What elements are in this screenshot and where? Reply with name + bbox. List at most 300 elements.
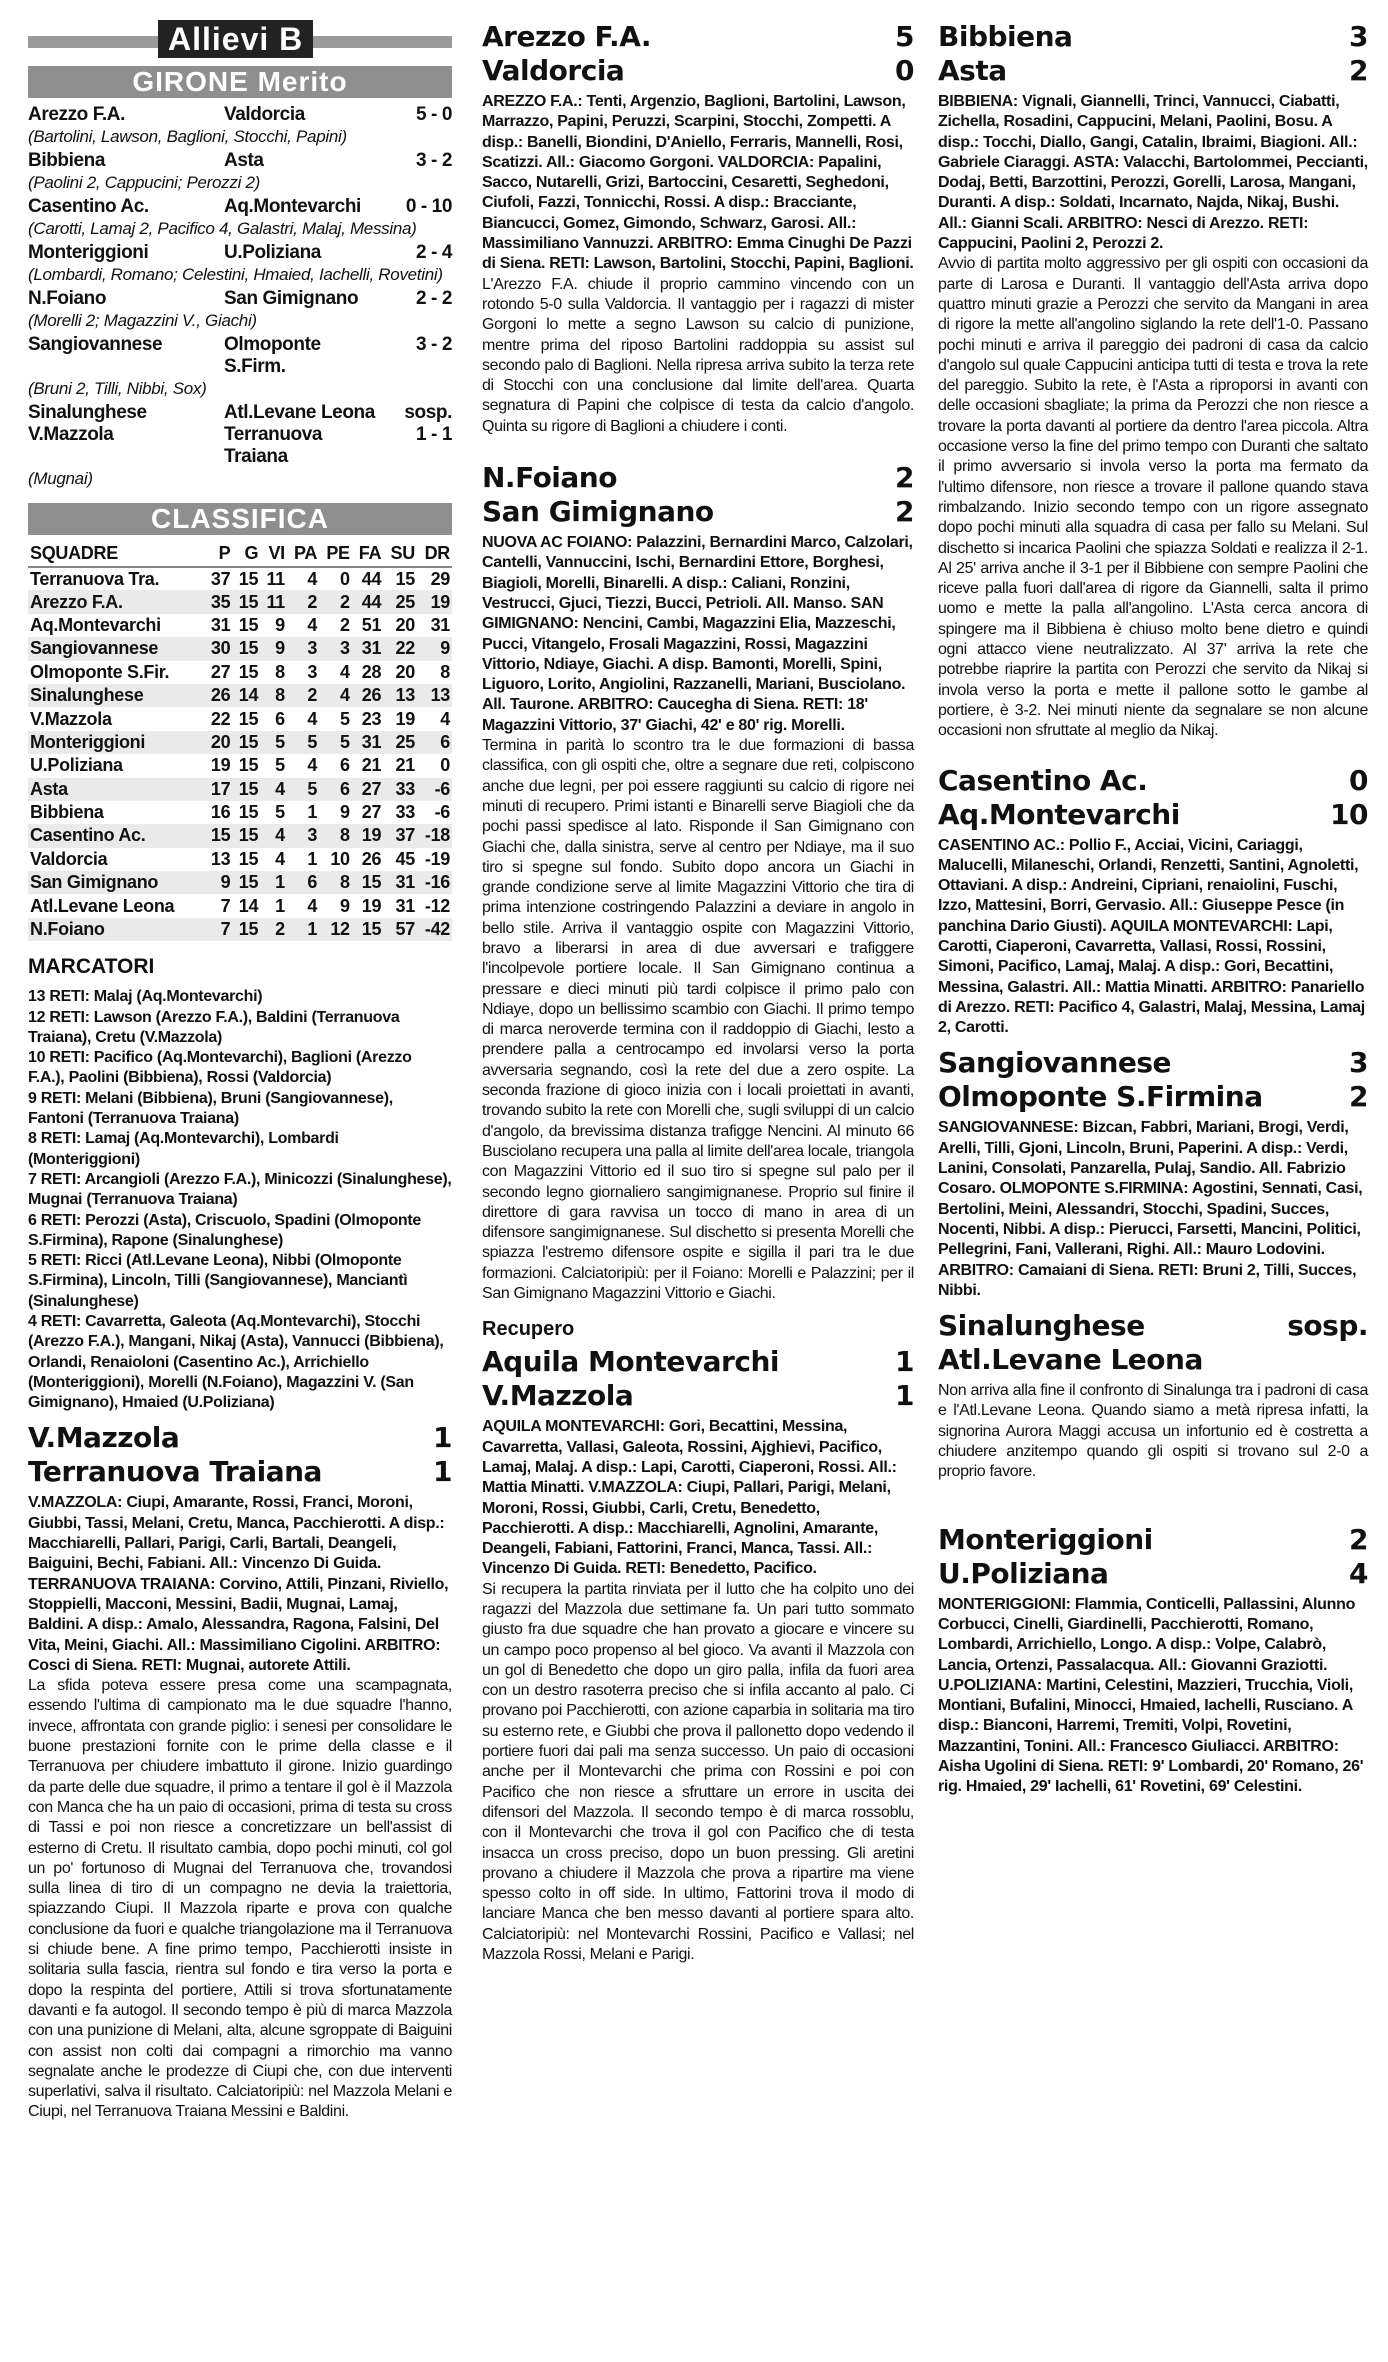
lineup: BIBBIENA: Vignali, Giannelli, Trinci, Vannucci, Ciabatti, Zichella, Rosadini, Cappucini, Melani, Paolini, Bosu. A disp.: Tocchi, Diallo, Gangi, Catalin, Ibraimi, Biagioni. All.: Gabriele Ciaraggi. ASTA: Valacchi, Bartolommei, Peccianti, Dodaj, Betti, Barzottini, Perozzi, Gorelli, Larosa, Mangani, Duranti. A disp.: Soldati, Incarnato, Najda, Nikaj, Bushi. All.: Gianni Scali. ARBITRO: Nesci di Arezzo. RETI: Cappucini, Paolini 2, Perozzi 2. (938, 93, 1368, 253)
stat-cell: 44 (361, 568, 382, 589)
table-row (28, 824, 452, 847)
home-team: Sinalunghese (938, 1309, 1145, 1343)
stat-cell: 2 (287, 590, 319, 613)
stat-cell: 19 (361, 895, 382, 916)
home-score: 1 (895, 1345, 914, 1379)
stat-cell: 20 (395, 614, 415, 635)
home-team: Arezzo F.A. (482, 20, 652, 53)
stat-cell: 0 (340, 568, 350, 589)
result-scorers: (Morelli 2; Magazzini V., Giachi) (28, 311, 257, 330)
result-home: Arezzo F.A. (28, 104, 125, 125)
stat-cell: 31 (210, 614, 231, 635)
match-away-line (938, 1080, 1368, 1114)
stat-cell: 23 (361, 708, 382, 729)
stat-cell: 6 (275, 708, 285, 729)
stat-cell: 1 (275, 895, 285, 916)
stat-cell: 27 (210, 661, 231, 682)
stat-cell: 9 (340, 895, 350, 916)
stat-cell: 31 (395, 895, 415, 916)
away-score: 2 (1349, 54, 1368, 87)
stat-cell: 15 (204, 824, 232, 847)
stat-cell: 4 (307, 895, 318, 916)
scorer-line: 12 RETI: Lawson (Arezzo F.A.), Baldini (Terranuova Traiana), Cretu (V.Mazzola) (28, 1008, 400, 1046)
result-away: U.Poliziana (224, 242, 321, 263)
stat-cell: 13 (210, 848, 231, 869)
team-name-cell: Arezzo F.A. (28, 590, 204, 613)
away-team: San Gimignano (482, 495, 714, 529)
team-name-cell: San Gimignano (28, 871, 204, 894)
result-away: Olmoponte S.Firm. (224, 334, 321, 377)
stat-cell: 27 (352, 778, 383, 801)
page-title: Allievi B (158, 20, 313, 58)
scorers-list (28, 987, 452, 1413)
match-sinalunghese (938, 1309, 1368, 1482)
match-home-line (938, 1046, 1368, 1080)
stat-cell: 3 (319, 637, 352, 660)
result-scorers: (Lombardi, Romano; Celestini, Hmaied, Iachelli, Rovetini) (28, 265, 443, 284)
table-row (28, 918, 452, 941)
match-home-line (938, 20, 1368, 54)
table-row (28, 754, 452, 777)
column-right (938, 20, 1368, 1798)
home-score: 2 (895, 461, 914, 495)
scorer-line: 10 RETI: Pacifico (Aq.Montevarchi), Baglioni (Arezzo F.A.), Paolini (Bibbiena), Rossi (Valdorcia) (28, 1049, 412, 1087)
stat-cell: 5 (260, 731, 287, 754)
article-text: La sfida poteva essere presa come una scampagnata, essendo l'ultima di campionato ma le due squadre l'hanno, invece, affrontata con grande piglio: i senesi per consolidare le buone prestazioni fornite con le prime della classe e il Terranuova per chiudere imbattuto il girone. Inizio guardingo da parte delle due squadre, il primo a tentare il gol è il Mazzola con Manca che ha un paio di occasioni, prima di testa su cross di Tassi e poi non riesce a concretizzare un bell'assist di esterno di Cretu. Il risultato cambia, dopo pochi minuti, col gol un po' fortunoso di Mugnai del Terranuova che, trovandosi sulla linea di tiro di un compagno ne devia la traiettoria, spiazzando Ciupi. Il Mazzola riparte e prova con qualche conclusione da fuori e qualche triangolazione ma il Terranuova si chiude bene. A fine primo tempo, Pacchierotti insiste in solitaria sulla fascia, rientra sul fondo e tira verso la porta e dopo la respinta del portiere, Attili si trova sfortunatamente davanti e fa autogol. Il secondo tempo è più di marca Mazzola con una punizione di Melani, alta, alcune sgroppate di Baiguini con assist non colti dai compagni a rimorchio ma vanno segnalate anche le prodezze di Ciupi che, con due interventi superlativi, salva il risultato. Calciatoripiù: nel Mazzola Melani e Ciupi, nel Terranuova Traiana Messini e Baldini. (28, 1677, 452, 2121)
result-score: 1 - 1 (415, 424, 452, 445)
stat-cell: 17 (204, 778, 232, 801)
result-line (28, 242, 452, 264)
stat-cell: 14 (232, 684, 260, 707)
team-name-cell: Sinalunghese (28, 684, 204, 707)
table-row (28, 707, 452, 730)
away-team: Aq.Montevarchi (938, 797, 1180, 831)
away-score (1288, 1343, 1368, 1377)
team-name-cell: Asta (28, 778, 204, 801)
stat-cell: 19 (395, 708, 415, 729)
column-header: G (232, 541, 260, 567)
stat-cell: 13 (417, 684, 452, 707)
stat-cell: 9 (340, 802, 350, 823)
scorer-line: 7 RETI: Arcangioli (Arezzo F.A.), Minicozzi (Sinalunghese), Mugnai (Terranuova Traiana) (28, 1170, 452, 1209)
match-casentino (938, 764, 1368, 1039)
team-name-cell: U.Poliziana (30, 755, 123, 776)
table-row (28, 637, 452, 660)
table-row (28, 684, 452, 707)
home-score: 1 (433, 1421, 452, 1455)
stat-cell: 3 (287, 824, 319, 847)
stat-cell: 8 (319, 824, 352, 847)
stat-cell: 15 (395, 568, 415, 589)
stat-cell: 31 (352, 731, 383, 754)
stat-cell: 15 (232, 778, 260, 801)
stat-cell: 15 (232, 590, 260, 613)
classifica-title: CLASSIFICA (28, 503, 452, 535)
stat-cell: 25 (383, 590, 417, 613)
result-score: 0 - 10 (405, 196, 452, 217)
match-away-line (482, 54, 914, 88)
stat-cell: 1 (307, 802, 318, 823)
table-row (28, 567, 452, 590)
stat-cell: 37 (383, 824, 417, 847)
stat-cell: 51 (361, 614, 382, 635)
column-header: FA (352, 541, 383, 567)
table-row (28, 894, 452, 917)
team-name-cell: Casentino Ac. (28, 824, 204, 847)
table-row (28, 848, 452, 871)
standings-table (28, 541, 452, 941)
stat-cell: 15 (238, 848, 259, 869)
away-team: Asta (938, 54, 1007, 87)
team-name-cell: Monteriggioni (28, 731, 204, 754)
stat-cell: -18 (417, 824, 452, 847)
standings-body (28, 567, 452, 941)
away-score: 2 (895, 495, 914, 529)
scorer-line: 8 RETI: Lamaj (Aq.Montevarchi), Lombardi (Monteriggioni) (28, 1130, 339, 1168)
stat-cell: 15 (238, 614, 259, 635)
stat-cell: 6 (417, 731, 452, 754)
stat-cell: 33 (383, 778, 417, 801)
home-team: Aquila Montevarchi (482, 1345, 779, 1379)
stat-cell: -6 (434, 802, 450, 823)
stat-cell: 31 (383, 871, 417, 894)
home-score: 0 (1349, 763, 1368, 797)
article-text: Non arriva alla fine il confronto di Sinalunga tra i padroni di casa e l'Atl.Levane Leona. Quando siamo a metà ripresa infatti, la signorina Aurora Maggi accusa un infortunio ed è costretta a chiudere anzitempo quando gli ospiti si trovano sul 2-0 a proprio favore. (938, 1382, 1368, 1481)
column-header: PE (319, 541, 352, 567)
scorer-line: 6 RETI: Perozzi (Asta), Criscuolo, Spadini (Olmoponte S.Firmina), Rapone (Sinalunghese) (28, 1211, 422, 1249)
stat-cell: 2 (319, 590, 352, 613)
result-home: Casentino Ac. (28, 196, 149, 217)
match-home-line (938, 1523, 1368, 1557)
home-score: 5 (895, 20, 914, 53)
stat-cell: 4 (307, 755, 318, 776)
stat-cell: 15 (232, 731, 260, 754)
stat-cell: 15 (238, 708, 259, 729)
table-row (28, 801, 452, 824)
stat-cell: 2 (260, 918, 287, 941)
lineup: NUOVA AC FOIANO: Palazzini, Bernardini Marco, Calzolari, Cantelli, Vannuccini, Ischi, Bernardini Ettore, Borghesi, Biagioli, Morelli, Binarelli. A disp.: Caliani, Ronzini, Vestrucci, Gjuci, Tiezzi, Bucci, Petrioli. All. Manso. SAN GIMIGNANO: Nencini, Cambi, Magazzini Elia, Mazzeschi, Pucci, Vitangelo, Frosali Magazzini, Rossi, Magazzini Vittorio, Ndiaye, Giachi. A disp. Bamonti, Morelli, Spini, Liguoro, Lorito, Angiolini, Razzanelli, Mariani, Busciolano. All. Taurone. ARBITRO: Caucegha di Siena. RETI: 18' Magazzini Vittorio, 37' Giachi, 42' e 80' rig. Morelli. (482, 534, 913, 734)
result-scorers: (Mugnai) (28, 469, 93, 488)
stat-cell: 26 (361, 848, 382, 869)
stat-cell: 7 (204, 918, 232, 941)
result-home: Sangiovannese (28, 334, 163, 355)
home-team: Casentino Ac. (938, 763, 1148, 797)
result-home: N.Foiano (28, 288, 107, 309)
stat-cell: -16 (417, 871, 452, 894)
scorer-line: 4 RETI: Cavarretta, Galeota (Aq.Montevarchi), Stocchi (Arezzo F.A.), Mangani, Nikaj (Asta), Vannucci (Bibbiena), Orlandi, Renaioloni (Casentino Ac.), Arrichiello (Monteriggioni), Morelli (N.Foiano), Magazzini V. (San Gimignano), Hmaied (U.Poliziana) (28, 1313, 444, 1412)
stat-cell: 8 (440, 661, 450, 682)
result-score: 3 - 2 (415, 334, 452, 355)
result-home: Bibbiena (28, 150, 106, 171)
away-score: 1 (433, 1455, 452, 1489)
table-row (28, 614, 452, 637)
result-home: V.Mazzola (28, 424, 114, 445)
team-name-cell: Olmoponte S.Fir. (30, 661, 170, 682)
team-name-cell: Valdorcia (30, 848, 108, 869)
stat-cell: -6 (417, 778, 452, 801)
stat-cell: 15 (232, 637, 260, 660)
match-home-line (482, 461, 914, 495)
away-team: V.Mazzola (482, 1379, 634, 1413)
stat-cell: 4 (260, 778, 287, 801)
away-team: Olmoponte S.Firmina (938, 1080, 1263, 1114)
scorer-line: 13 RETI: Malaj (Aq.Montevarchi) (28, 988, 263, 1006)
stat-cell: 8 (319, 871, 352, 894)
stat-cell: 44 (352, 590, 383, 613)
match-recupero (482, 1345, 914, 1965)
stat-cell: 37 (210, 568, 231, 589)
home-team: Monteriggioni (938, 1522, 1153, 1556)
match-away-line (938, 1557, 1368, 1591)
article-text: Si recupera la partita rinviata per il lutto che ha colpito uno dei ragazzi del Mazzola due settimane fa. Un pari tutto sommato giusto fra due squadre che han provato a giocare e vincere su un campo poco propenso al bel gioco. Va avanti il Mazzola con un gol di Benedetto che dopo un giro palla, infila da fuori area con un destro rasoterra preciso che si infila accanto al palo. Ci provano poi Pacchierotti, con azione caparbia in solitaria ma tiro su esterno rete, e Giubbi che prova il pallonetto dopo vedendo il portiere fuori dai pali ma senza successo. Un paio di occasioni anche per il Montevarchi che prima con Rossini e poi con Pacifico che non riesce a sfruttare un errore in uscita dei difensori del Mazzola. Il secondo tempo è di marca rossoblu, con il Montevarchi che trova il gol con Pacifico che di testa insacca un cross preciso, dopo un buon pressing. Gli aretini provano a chiudere il Mazzola che prova a ripartire ma viene spesso colto in off side. In ultimo, Fattorini trova il modo di lanciare Manca che ben messo davanti al portiere spara alto. Calciatoripiù: nel Montevarchi Rossini, Pacifico e Vallasi; nel Mazzola Rossi, Melani e Parigi. (482, 1580, 914, 1964)
table-row (28, 871, 452, 894)
result-score: 2 - 4 (415, 242, 452, 263)
match-home-line (482, 1345, 914, 1379)
stat-cell: 21 (361, 755, 382, 776)
result-line (28, 424, 452, 468)
stat-cell: 45 (395, 848, 415, 869)
stat-cell: 1 (260, 871, 287, 894)
result-line (28, 288, 452, 310)
lineup: MONTERIGGIONI: Flammia, Conticelli, Pallassini, Alunno Corbucci, Cinelli, Giardinelli, Pacchierotti, Romano, Lombardi, Arrichiello, Longo. A disp.: Volpe, Calabrò, Lancia, Ortenzi, Passalacqua. All.: Giovanni Graziotti. U.POLIZIANA: Martini, Celestini, Mazzieri, Trucchia, Violi, Montiani, Bufalini, Minocci, Hmaied, Iachelli, Rusciano. A disp.: Bianconi, Harremi, Tremiti, Volpi, Rovetini, Mazzantini, Tonini. All.: Francesco Giuliacci. ARBITRO: Aisha Ugolini di Siena. RETI: 9' Lombardi, 20' Romano, 26' rig. Hmaied, 29' Iachelli, 61' Rovetini, 69' Celestini. (938, 1595, 1364, 1796)
section-header (28, 20, 452, 58)
stat-cell: 19 (417, 590, 452, 613)
stat-cell: 25 (383, 731, 417, 754)
home-score: sosp. (1287, 1309, 1368, 1343)
stat-cell: 20 (395, 661, 415, 682)
result-away: Terranuova Traiana (224, 424, 323, 467)
stat-cell: 1 (287, 918, 319, 941)
home-team: Bibbiena (938, 20, 1073, 53)
stat-cell: 31 (352, 637, 383, 660)
stat-cell: 31 (430, 614, 450, 635)
stat-cell: 2 (340, 614, 350, 635)
stat-cell: 15 (238, 568, 259, 589)
stat-cell: 11 (260, 590, 287, 613)
stat-cell: 15 (232, 918, 260, 941)
stat-cell: 5 (275, 802, 285, 823)
stat-cell: 11 (266, 568, 285, 589)
away-score: 1 (895, 1379, 914, 1413)
stat-cell: -12 (424, 895, 450, 916)
column-header: PA (287, 541, 319, 567)
stat-cell: 28 (361, 661, 382, 682)
column-header: SU (383, 541, 417, 567)
stat-cell: 27 (361, 802, 382, 823)
match-vmazzola (28, 1421, 452, 2122)
stat-cell: 15 (352, 871, 383, 894)
results-list (28, 104, 452, 489)
result-score: 5 - 0 (415, 104, 452, 125)
match-away-line (482, 495, 914, 529)
result-line (28, 196, 452, 218)
stat-cell: 16 (210, 802, 231, 823)
stat-cell: 3 (307, 661, 318, 682)
table-row (28, 731, 452, 754)
stat-cell: 22 (383, 637, 417, 660)
column-header: DR (417, 541, 452, 567)
stat-cell: 15 (238, 661, 259, 682)
match-away-line (28, 1455, 452, 1489)
result-scorers: (Bartolini, Lawson, Baglioni, Stocchi, Papini) (28, 127, 347, 146)
article-text: L'Arezzo F.A. chiude il proprio cammino vincendo con un rotondo 5-0 sulla Valdorcia. Il vantaggio per i ragazzi di mister Gorgoni lo mette a segno Lawson su calcio di punizione, mentre prima del riposo Bartolini raddoppia su assist sul secondo palo di Baglioni. Nella ripresa arriva subito la terza rete di Stocchi con una conclusione dal limite dell'area. Quarta segnatura di Papini che colpisce di testa da calcio d'angolo. Quinta su rigore di Baglioni a chiudere i conti. (482, 275, 914, 435)
match-away-line (938, 54, 1368, 88)
stat-cell: 8 (275, 661, 285, 682)
home-score: 3 (1349, 20, 1368, 53)
match-away-line (938, 1343, 1368, 1377)
result-line (28, 334, 452, 378)
match-bibbiena (938, 20, 1368, 742)
team-name-cell: Sangiovannese (28, 637, 204, 660)
stat-cell: 21 (395, 755, 415, 776)
lineup: V.MAZZOLA: Ciupi, Amarante, Rossi, Franci, Moroni, Giubbi, Tassi, Melani, Cretu, Manca, Pacchierotti. A disp.: Macchiarelli, Pallari, Parigi, Carli, Bartali, Deangeli, Baiguini, Bechi, Fabiani. All.: Vincenzo Di Guida. TERRANUOVA TRAIANA: Corvino, Attili, Pinzani, Riviello, Stoppielli, Macconi, Messini, Badii, Mugnai, Lamaj, Baldini. A disp.: Amalo, Alessandra, Ragona, Falsini, Del Vita, Meini, Giachi. All.: Massimiliano Cigolini. ARBITRO: Cosci di Siena. RETI: Mugnai, autorete Attili. (28, 1494, 449, 1674)
standings-header (28, 541, 452, 567)
stat-cell: -42 (417, 918, 452, 941)
result-score: 3 - 2 (415, 150, 452, 171)
lineup: AREZZO F.A.: Tenti, Argenzio, Baglioni, Bartolini, Lawson, Marrazzo, Papini, Peruzzi, Scarpini, Stocchi, Zompetti. A disp.: Banelli, Biondini, D'Aniello, Ferraris, Mannelli, Rosi, Scatizzi. All.: Giacomo Gorgoni. VALDORCIA: Papalini, Sacco, Nutarelli, Grizi, Bartoccini, Cesaretti, Seghedoni, Ciufoli, Fazzi, Tonnicchi, Rossi. A disp.: Bracciante, Biancucci, Gomez, Gimondo, Schwarz, Garosi. All.: Massimiliano Vannuzzi. ARBITRO: Emma Cinughi De Pazzi di Siena. RETI: Lawson, Bartolini, Stocchi, Papini, Baglioni. (482, 93, 914, 273)
marcatori-title: MARCATORI (28, 955, 155, 979)
stat-cell: 14 (238, 895, 259, 916)
result-away: Aq.Montevarchi (224, 196, 361, 217)
stat-cell: 5 (319, 731, 352, 754)
home-score: 2 (1349, 1522, 1368, 1556)
result-away: Atl.Levane Leona (224, 402, 375, 423)
recupero-label: Recupero (482, 1318, 575, 1341)
team-name-cell: Bibbiena (30, 802, 104, 823)
stat-cell: 1 (307, 848, 318, 869)
stat-cell: 7 (220, 895, 231, 916)
result-scorers: (Carotti, Lamaj 2, Pacifico 4, Galastri, Malaj, Messina) (28, 219, 417, 238)
girone-title: GIRONE Merito (28, 66, 452, 98)
stat-cell: 19 (210, 755, 231, 776)
stat-cell: 9 (260, 637, 287, 660)
stat-cell: 4 (275, 848, 285, 869)
result-line (28, 150, 452, 172)
stat-cell: 6 (287, 871, 319, 894)
team-name-cell: V.Mazzola (30, 708, 112, 729)
result-scorers: (Bruni 2, Tilli, Nibbi, Sox) (28, 379, 207, 398)
away-score: 4 (1349, 1556, 1368, 1590)
stat-cell: 5 (287, 778, 319, 801)
team-name-cell: Aq.Montevarchi (30, 614, 161, 635)
stat-cell: 5 (287, 731, 319, 754)
result-scorers: (Paolini 2, Cappucini; Perozzi 2) (28, 173, 260, 192)
lineup: SANGIOVANNESE: Bizcan, Fabbri, Mariani, Brogi, Verdi, Arelli, Tilli, Gjoni, Lincoln, Bruni, Paperini. A disp.: Verdi, Lanini, Consolati, Panzarella, Pulaj, Sandio. All. Fabrizio Cosaro. OLMOPONTE S.FIRMINA: Agostini, Sennati, Casi, Bertolini, Meini, Alessandri, Stocchi, Spadini, Succes, Nocenti, Nibbi. A disp.: Pierucci, Farsetti, Mancini, Politici, Pellegrini, Fani, Vallerani, Righi. All.: Mauro Lodovini. ARBITRO: Camaiani di Siena. RETI: Bruni 2, Tilli, Succes, Nibbi. (938, 1119, 1363, 1299)
stat-cell: 5 (275, 755, 285, 776)
away-score: 10 (1330, 797, 1368, 831)
match-monteriggioni (938, 1523, 1368, 1798)
article-text: Avvio di partita molto aggressivo per gli ospiti con occasioni da parte di Larosa e Duranti. Il vantaggio dell'Asta arriva dopo quattro minuti grazie a Perozzi che servito da Mangani in area di rigore la mette all'angolino siglando la rete dell'1-0. Passano pochi minuti e arriva il pareggio dei padroni di casa da calcio d'angolo sul quale Cappucini anticipa tutti di testa e trova la rete del pareggio. Subito la rete, è l'Asta a riproporsi in avanti con delle occasioni sbagliate; la prima da Perozzi che non riesce a trovare la porta davanti al portiere da dentro l'area piccola. Altra occasione verso la fine del primo tempo con Duranti che saltato il primo avversario si invola verso la porta ma fermato da l'ultimo difensore, non riesce a trovare il pallone quando stava rimbalzando. Inizio secondo tempo con un rigore assegnato dopo pochi minuti alla squadra di casa per fallo su Melani. Sul dischetto si incarica Paolini che spiazza Soldati e realizza il 2-1. Al 25' arriva anche il 3-1 per il Bibbiene con sempre Paolini che riceve palla fuori dall'area di rigore da Giannelli, salta il primo uomo e mette la palla all'angolino. L'Asta cerca ancora di spingere ma il Bibbiena è chiuso molto bene dietro e quindi ogni attacco viene neutralizzato. Al 37' arriva la rete che potrebbe riaprire la partita con Perozzi che servito da Nikaj si invola verso la porta e mette il pallone sotto le gambe al portiere, è 3-2. Nei minuti niente da segnalare se non alcune occasioni non sfruttate al meglio da Nikaj. (938, 255, 1368, 740)
home-team: N.Foiano (482, 461, 617, 495)
stat-cell: 15 (238, 755, 259, 776)
away-team: Atl.Levane Leona (938, 1343, 1203, 1377)
away-team: U.Poliziana (938, 1556, 1109, 1590)
stat-cell: 30 (204, 637, 232, 660)
column-middle (482, 20, 914, 1965)
stat-cell: 9 (204, 871, 232, 894)
stat-cell: -19 (424, 848, 450, 869)
match-sangiovannese (938, 1046, 1368, 1301)
result-away: San Gimignano (224, 288, 359, 309)
stat-cell: 4 (307, 708, 318, 729)
stat-cell: 26 (204, 684, 232, 707)
column-left (28, 20, 452, 2123)
team-name-cell: Atl.Levane Leona (30, 895, 175, 916)
stat-cell: 15 (238, 802, 259, 823)
result-away: Valdorcia (224, 104, 305, 125)
home-team: Sangiovannese (938, 1046, 1172, 1080)
stat-cell: 10 (330, 848, 350, 869)
stat-cell: 22 (210, 708, 231, 729)
stat-cell: 3 (287, 637, 319, 660)
match-foiano (482, 461, 914, 1304)
stat-cell: 4 (440, 708, 450, 729)
match-home-line (482, 20, 914, 54)
stat-cell: 0 (440, 755, 450, 776)
match-home-line (938, 1309, 1368, 1343)
article-text: Termina in parità lo scontro tra le due formazioni di bassa classifica, con gli ospiti che, oltre a segnare due reti, colpiscono anche due legni, per poi essere raggiunti su calcio di rigore nei minuti di recupero. Primi istanti e Binarelli serve Biagioli che da pochi passi spedisce al lato. Risponde il San Gimignano con Giachi che, dalla sinistra, serve al centro per Ndiaye, ma il suo tiro si spegne sul fondo. Subito dopo ancora un Giachi in grande condizione serve al limite Magazzini Vittorio che tira di prima intenzione costringendo Palazzini a deviare in angolo in bello stile. Arriva il vantaggio ospite con Magazzini Vittorio, bravo a liberarsi in area di due avversari e trafiggere l'incolpevole portiere locale. Il San Gimignano continua a pressare e dieci minuti più tardi colpisce il primo palo con Ndiaye, dopo un bellissimo scambio con Giachi. Il primo tempo di marca neroverde termina con il raddoppio di Giachi, lesto a prendere palla a centrocampo ed involarsi verso la porta avversaria segnando, così la rete del due a zero ospite. La seconda frazione di gioco inizia con i locali proiettati in avanti, trovando subito la rete con Morelli che, sugli sviluppi di un calcio d'angolo, da brevissima distanza trafigge Nencini. Al minuto 66 Busciolano recupera una palla al limite dell'area locale, triangola con Magazzini Vittorio ed il suo tiro si spegne sul palo per il secondo legno giornaliero sangimignanese. Proprio sul finire il direttore di gara ravvisa un tocco di mano in area di un difensore sangimignanese. Sul dischetto si presenta Morelli che spiazza l'estremo difensore ospite e sigilla il pari tra le due formazioni. Calciatoripiù: per il Foiano: Morelli e Palazzini; per il San Gimignano Magazzini Vittorio e Giachi. (482, 737, 914, 1303)
column-header: SQUADRE (28, 541, 204, 567)
away-team: Terranuova Traiana (28, 1455, 322, 1489)
scorer-line: 5 RETI: Ricci (Atl.Levane Leona), Nibbi (Olmoponte S.Firmina), Lincoln, Tilli (Sangiovannese), Manciantì (Sinalunghese) (28, 1252, 408, 1310)
stat-cell: 4 (340, 661, 350, 682)
home-score: 3 (1349, 1046, 1368, 1080)
stat-cell: 4 (307, 614, 318, 635)
stat-cell: 35 (204, 590, 232, 613)
stat-cell: 4 (260, 824, 287, 847)
column-header: VI (260, 541, 287, 567)
match-home-line (938, 764, 1368, 798)
table-row (28, 661, 452, 684)
stat-cell: 5 (340, 708, 350, 729)
stat-cell: 8 (260, 684, 287, 707)
away-team: Valdorcia (482, 54, 625, 87)
stat-cell: 57 (383, 918, 417, 941)
stat-cell: 19 (352, 824, 383, 847)
column-header: P (204, 541, 232, 567)
stat-cell: 6 (340, 755, 350, 776)
table-row (28, 778, 452, 801)
scorer-line: 9 RETI: Melani (Bibbiena), Bruni (Sangiovannese), Fantoni (Terranuova Traiana) (28, 1089, 393, 1128)
stat-cell: 15 (232, 871, 260, 894)
away-score: 0 (895, 54, 914, 87)
stat-cell: 4 (319, 684, 352, 707)
result-home: Sinalunghese (28, 402, 147, 423)
stat-cell: 29 (430, 568, 450, 589)
away-score: 2 (1349, 1080, 1368, 1114)
stat-cell: 13 (383, 684, 417, 707)
lineup: CASENTINO AC.: Pollio F., Acciai, Vicini, Cariaggi, Malucelli, Milaneschi, Orlandi, Renzetti, Santini, Agnoletti, Ottaviani. A disp.: Andreini, Cipriani, renaiolini, Fuschi, Izzo, Mattesini, Borri, Gervasio. All.: Giuseppe Pesce (in panchina Dario Giusti). AQUILA MONTEVARCHI: Lapi, Carotti, Ciaperoni, Cavarretta, Vallasi, Rossi, Rossini, Simoni, Pacifico, Lamaj, Malaj. A disp.: Gori, Becattini, Messina, Galastri. All.: Mattia Minatti. ARBITRO: Panariello di Arezzo. RETI: Pacifico 4, Galastri, Malaj, Messina, Lamaj 2, Carotti. (938, 836, 1365, 1037)
result-score: 2 - 2 (415, 288, 452, 309)
stat-cell: 20 (204, 731, 232, 754)
lineup: AQUILA MONTEVARCHI: Gori, Becattini, Messina, Cavarretta, Vallasi, Galeota, Rossini, Ajghievi, Pacifico, Lamaj, Malaj. A disp.: Lapi, Carotti, Ciaperoni, Rossi. All.: Mattia Minatti. V.MAZZOLA: Ciupi, Pallari, Parigi, Melani, Moroni, Rossi, Giubbi, Carli, Cretu, Benedetto, Pacchierotti. A disp.: Macchiarelli, Agnolini, Amarante, Deangeli, Fabiani, Fattorini, Franci, Manca, Tassi. All.: Vincenzo Di Guida. RETI: Benedetto, Pacifico. (482, 1418, 897, 1578)
stat-cell: 12 (319, 918, 352, 941)
result-line (28, 104, 452, 126)
stat-cell: 33 (395, 802, 415, 823)
stat-cell: 26 (352, 684, 383, 707)
result-line (28, 402, 452, 424)
match-arezzo (482, 20, 914, 437)
match-away-line (938, 798, 1368, 832)
stat-cell: 4 (307, 568, 318, 589)
stat-cell: 9 (417, 637, 452, 660)
match-away-line (482, 1379, 914, 1413)
result-away: Asta (224, 150, 264, 171)
stat-cell: 15 (352, 918, 383, 941)
match-home-line (28, 1421, 452, 1455)
table-row (28, 590, 452, 613)
team-name-cell: N.Foiano (28, 918, 204, 941)
